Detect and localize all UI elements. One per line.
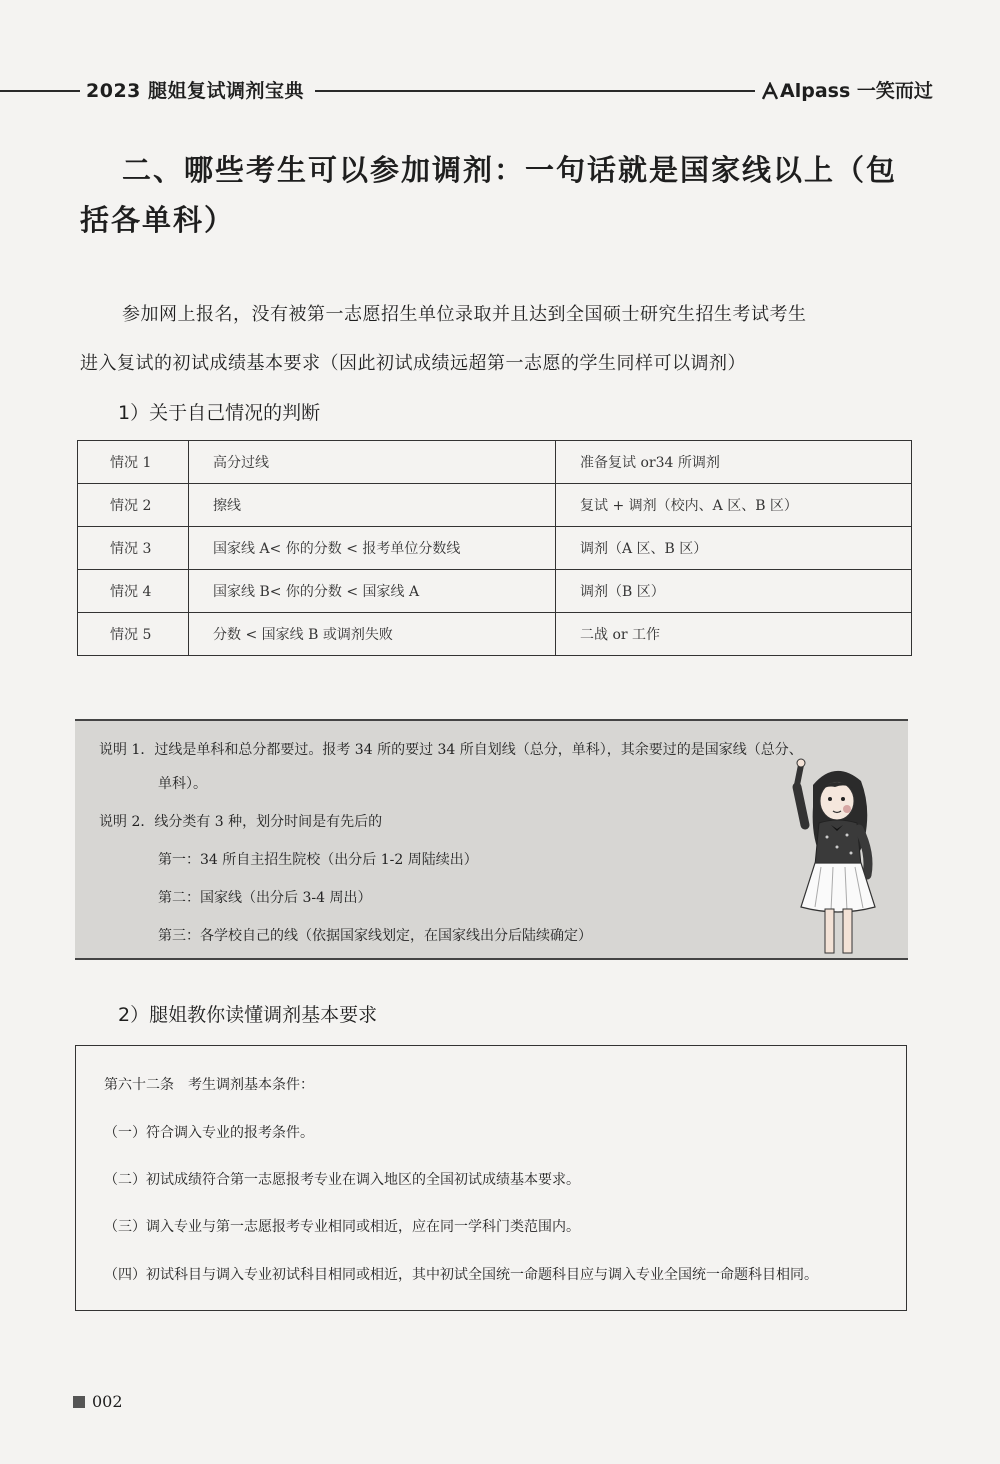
brand xyxy=(762,76,933,105)
article-box xyxy=(75,1045,907,1311)
article-item-3: （三）调入专业与第一志愿报考专业相同或相近，应在同一学科门类范围内。 xyxy=(104,1219,580,1235)
case-cell: 情况 2 xyxy=(78,484,189,527)
action-cell: 调剂（B 区） xyxy=(556,570,912,613)
note-2-item1: 第一：34 所自主招生院校（出分后 1-2 周陆续出） xyxy=(158,852,478,868)
action-cell: 准备复试 or34 所调剂 xyxy=(556,441,912,484)
situations-table xyxy=(77,440,912,656)
case-cell: 情况 5 xyxy=(78,613,189,656)
book-title: 2023 腿姐复试调剂宝典 xyxy=(86,80,304,102)
alpass-logo-icon xyxy=(762,82,778,105)
header-rule-middle xyxy=(315,90,755,92)
article-item-2: （二）初试成绩符合第一志愿报考专业在调入地区的全国初试成绩基本要求。 xyxy=(104,1172,580,1188)
article-title: 第六十二条 考生调剂基本条件： xyxy=(104,1077,314,1093)
table-row xyxy=(78,570,912,613)
action-cell: 复试 + 调剂（校内、A 区、B 区） xyxy=(556,484,912,527)
case-cell: 情况 1 xyxy=(78,441,189,484)
note-2-item2: 第二：国家线（出分后 3-4 周出） xyxy=(158,890,372,906)
intro-line1: 参加网上报名，没有被第一志愿招生单位录取并且达到全国硕士研究生招生考试考生 xyxy=(122,304,807,325)
condition-cell: 分数 < 国家线 B 或调剂失败 xyxy=(189,613,556,656)
subsection-heading-2: 2）腿姐教你读懂调剂基本要求 xyxy=(118,1004,378,1026)
case-cell: 情况 4 xyxy=(78,570,189,613)
subsection-heading-1: 1）关于自己情况的判断 xyxy=(118,402,321,424)
table-row xyxy=(78,441,912,484)
action-cell: 调剂（A 区、B 区） xyxy=(556,527,912,570)
page-marker-icon xyxy=(73,1396,85,1408)
article-item-1: （一）符合调入专业的报考条件。 xyxy=(104,1125,314,1141)
note-2-item3: 第三：各学校自己的线（依据国家线划定，在国家线出分后陆续确定） xyxy=(158,928,592,944)
header-rule-left xyxy=(0,90,80,92)
table-row xyxy=(78,484,912,527)
action-cell: 二战 or 工作 xyxy=(556,613,912,656)
note-1-line1: 说明 1．过线是单科和总分都要过。报考 34 所的要过 34 所自划线（总分，单科），其余要过的是国家线（总分、 xyxy=(99,742,803,758)
condition-cell: 擦线 xyxy=(189,484,556,527)
note-box xyxy=(75,719,908,960)
note-1-line2: 单科）。 xyxy=(158,776,207,792)
section-title-line1: 二、哪些考生可以参加调剂：一句话就是国家线以上（包 xyxy=(122,153,898,187)
condition-cell: 高分过线 xyxy=(189,441,556,484)
condition-cell: 国家线 A< 你的分数 < 报考单位分数线 xyxy=(189,527,556,570)
table-row xyxy=(78,613,912,656)
case-cell: 情况 3 xyxy=(78,527,189,570)
intro-line2: 进入复试的初试成绩基本要求（因此初试成绩远超第一志愿的学生同样可以调剂） xyxy=(80,353,746,374)
table-row xyxy=(78,527,912,570)
article-item-4: （四）初试科目与调入专业初试科目相同或相近，其中初试全国统一命题科目应与调入专业全国统一命题科目相同。 xyxy=(104,1267,818,1283)
condition-cell: 国家线 B< 你的分数 < 国家线 A xyxy=(189,570,556,613)
section-title-line2: 括各单科） xyxy=(80,203,236,237)
cartoon-girl-illustration xyxy=(775,757,885,957)
brand-text: Alpass 一笑而过 xyxy=(780,80,933,102)
page-number: 002 xyxy=(92,1392,123,1411)
note-2: 说明 2．线分类有 3 种，划分时间是有先后的 xyxy=(99,814,383,830)
